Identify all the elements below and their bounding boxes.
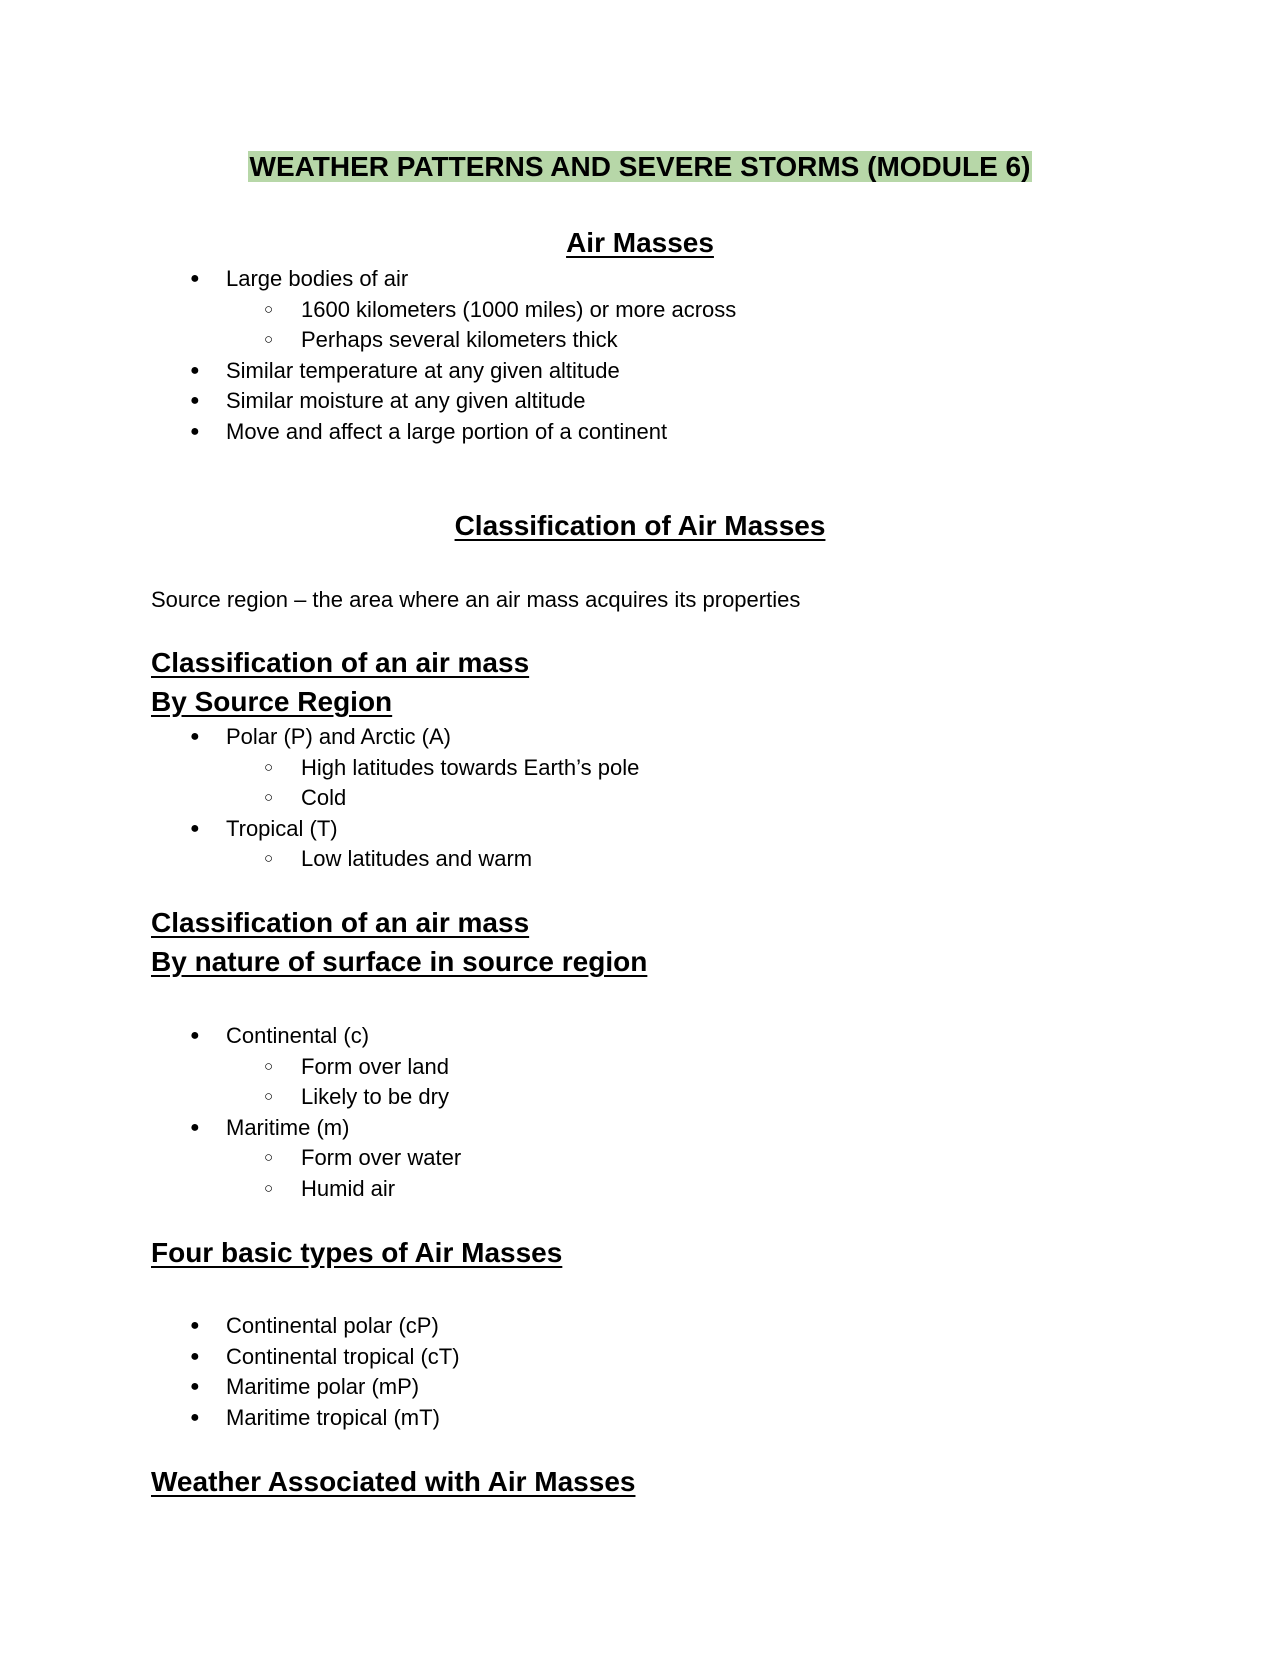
bullet-icon: ● — [190, 392, 200, 409]
weather-associated-heading: Weather Associated with Air Masses — [151, 1466, 636, 1497]
bullet-icon: ● — [190, 1027, 200, 1044]
list-item-text: Form over land — [301, 1053, 449, 1079]
list-item-text: Polar (P) and Arctic (A) — [226, 724, 451, 749]
sub-bullet-icon: ○ — [264, 1088, 274, 1105]
list-item-text: Humid air — [301, 1175, 396, 1201]
list-item-text: Tropical (T) — [226, 815, 338, 841]
air-masses-heading: Air Masses — [566, 227, 714, 258]
list-item-text: Maritime (m) — [226, 1114, 350, 1140]
list-item-text: Likely to be dry — [301, 1084, 449, 1109]
document-title — [0, 150, 1280, 184]
sub-bullet-icon: ○ — [264, 789, 274, 806]
list-item-text: Form over water — [301, 1145, 462, 1170]
bullet-icon: ● — [190, 1378, 200, 1395]
by-surface-heading-line1: Classification of an air mass — [151, 907, 530, 938]
sub-bullet-icon: ○ — [264, 300, 274, 318]
list-item-text: Continental tropical (cT) — [226, 1343, 460, 1369]
source-region-definition: Source region – the area where an air mass acquires its properties — [151, 587, 801, 612]
by-source-region-heading-line2: By Source Region — [151, 686, 393, 717]
list-item-text: High latitudes towards Earth’s pole — [301, 754, 640, 780]
list-item-text: Low latitudes and warm — [301, 846, 533, 871]
list-item-text: Continental polar (cP) — [226, 1313, 439, 1338]
list-item-text: Large bodies of air — [226, 266, 409, 291]
sub-bullet-icon: ○ — [264, 850, 274, 867]
document-title-text: WEATHER PATTERNS AND SEVERE STORMS (MODULE 6) — [249, 151, 1031, 182]
list-item-text: Continental (c) — [226, 1023, 370, 1048]
bullet-icon: ● — [190, 1317, 200, 1334]
sub-bullet-icon: ○ — [264, 1057, 274, 1075]
bullet-icon: ● — [190, 1408, 200, 1426]
list-item-text: 1600 kilometers (1000 miles) or more across — [301, 296, 737, 322]
classification-heading: Classification of Air Masses — [454, 510, 826, 541]
sub-bullet-icon: ○ — [264, 1149, 274, 1166]
bullet-icon: ● — [190, 1118, 200, 1136]
sub-bullet-icon: ○ — [264, 758, 274, 776]
list-item-text: Similar temperature at any given altitude — [226, 357, 620, 383]
bullet-icon: ● — [190, 1347, 200, 1365]
list-item-text: Maritime tropical (mT) — [226, 1404, 440, 1430]
bullet-icon: ● — [190, 270, 200, 287]
sub-bullet-icon: ○ — [264, 1179, 274, 1197]
sub-bullet-icon: ○ — [264, 331, 274, 348]
list-item-text: Move and affect a large portion of a continent — [226, 418, 668, 444]
list-item-text: Maritime polar (mP) — [226, 1374, 420, 1399]
by-surface-heading-line2: By nature of surface in source region — [151, 946, 648, 977]
list-item-text: Perhaps several kilometers thick — [301, 327, 618, 352]
bullet-icon: ● — [190, 361, 200, 379]
by-source-region-heading-line1: Classification of an air mass — [151, 647, 530, 678]
list-item-text: Cold — [301, 785, 347, 810]
bullet-icon: ● — [190, 422, 200, 440]
four-types-heading: Four basic types of Air Masses — [151, 1237, 563, 1268]
list-item-text: Similar moisture at any given altitude — [226, 388, 586, 413]
bullet-icon: ● — [190, 728, 200, 745]
bullet-icon: ● — [190, 819, 200, 837]
